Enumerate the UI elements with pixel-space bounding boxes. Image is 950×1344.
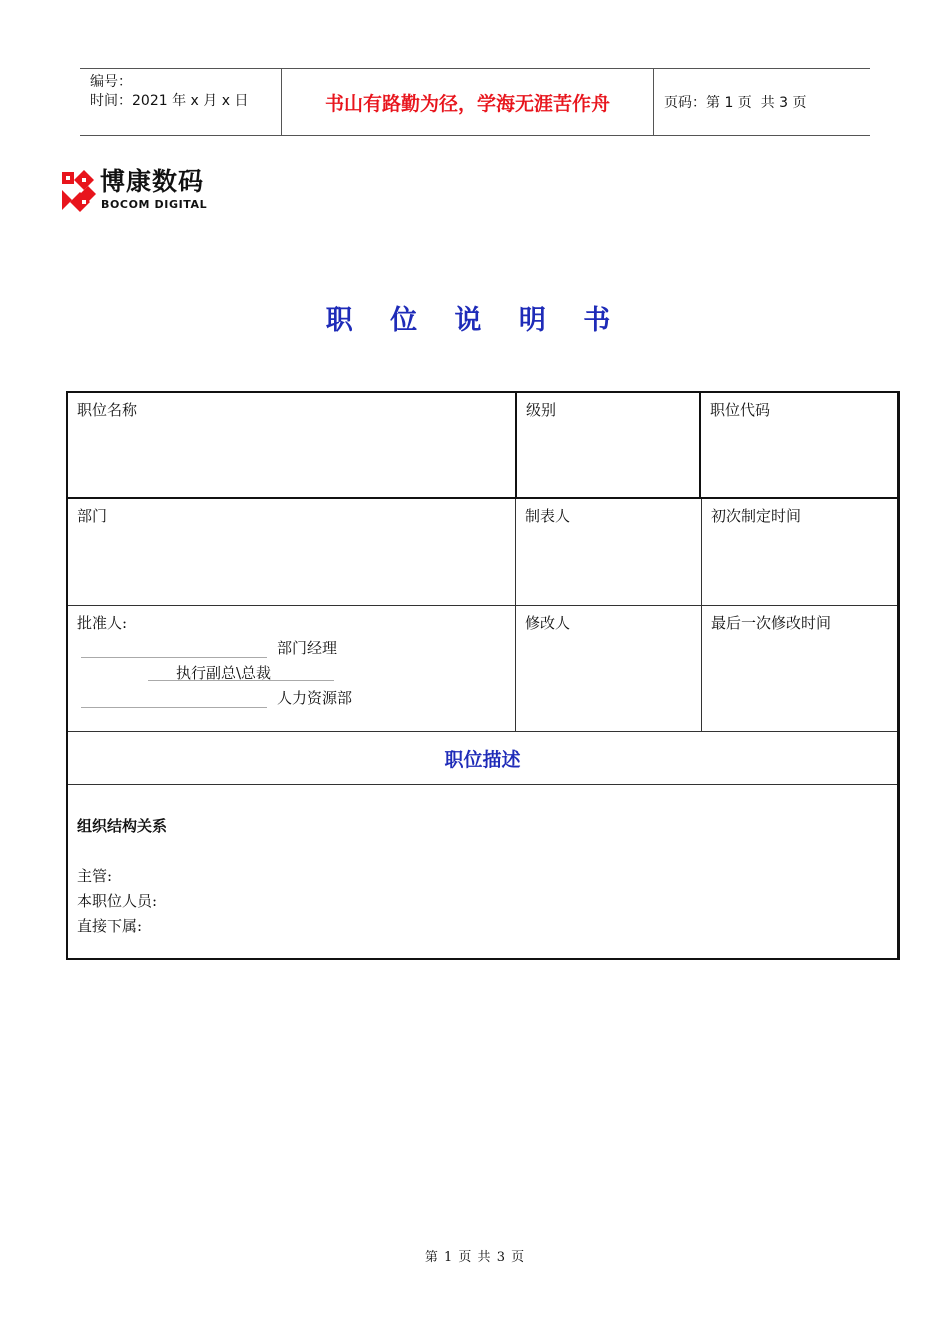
header-time: 时间：2021 年 x 月 x 日 [90, 93, 249, 109]
signature-underline [148, 680, 334, 681]
form-row-department [68, 499, 897, 605]
org-structure-section [68, 784, 897, 958]
header-motto: 书山有路勤为径，学海无涯苦作舟 [281, 69, 654, 135]
form-row-position [68, 393, 897, 499]
signature-blank[interactable] [81, 691, 267, 708]
approver-line-hr [77, 683, 506, 708]
logo-name-cn: 博康数码 [100, 167, 205, 196]
form-row-approval [68, 605, 897, 731]
level-field[interactable]: 级别 [515, 393, 701, 497]
header-page-text: 页码：第 1 页 共 3 页 [664, 95, 807, 111]
job-description-form [66, 391, 900, 960]
last-modified-field[interactable]: 最后一次修改时间 [701, 606, 897, 731]
approver-vp-label: 执行副总\总裁 [176, 664, 272, 682]
position-code-field[interactable]: 职位代码 [710, 401, 771, 419]
logo-name-en: BOCOM DIGITAL [101, 198, 208, 211]
first-date-field[interactable]: 初次制定时间 [701, 499, 897, 605]
page-header [80, 68, 870, 136]
document-title: 职 位 说 明 书 [325, 305, 625, 336]
bocom-logo-icon [60, 168, 96, 212]
org-structure-title: 组织结构关系 [77, 817, 168, 835]
approver-label: 批准人: [77, 614, 128, 632]
header-page-info [654, 69, 870, 135]
department-field[interactable]: 部门 [77, 507, 108, 525]
approver-hr-label: 人力资源部 [277, 689, 353, 707]
subordinates-field[interactable]: 直接下属: [77, 917, 143, 935]
header-meta [80, 69, 281, 135]
approver-field[interactable] [68, 606, 515, 731]
signature-blank[interactable] [81, 641, 267, 658]
approver-line-manager [77, 633, 506, 658]
supervisor-field[interactable]: 主管: [77, 867, 113, 885]
description-header: 职位描述 [68, 731, 897, 784]
incumbent-field[interactable]: 本职位人员: [77, 892, 158, 910]
header-number: 编号： [90, 74, 132, 90]
position-name-field[interactable]: 职位名称 [77, 401, 138, 419]
preparer-field[interactable]: 制表人 [515, 499, 701, 605]
company-logo [60, 168, 220, 214]
modifier-field[interactable]: 修改人 [515, 606, 701, 731]
page-footer: 第 1 页 共 3 页 [424, 1250, 526, 1265]
approver-manager-label: 部门经理 [277, 639, 338, 657]
